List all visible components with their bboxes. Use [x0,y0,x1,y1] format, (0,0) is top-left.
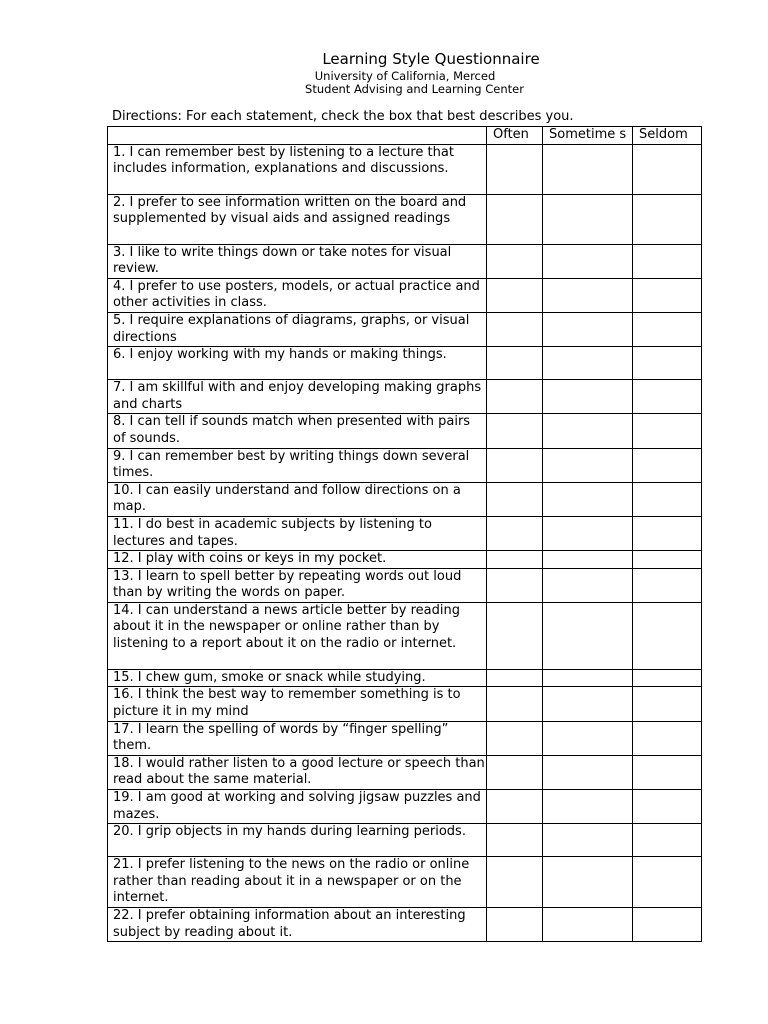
statement-row [108,568,702,602]
statement-row [108,908,702,942]
checkbox-cell-often[interactable] [487,721,543,755]
statement-text: 7. I am skillful with and enjoy developing making graphs and charts [108,380,487,414]
statement-text: 1. I can remember best by listening to a lecture that includes information, explanations and discussions. [108,144,487,194]
statement-row [108,516,702,550]
checkbox-cell-seldom[interactable] [633,414,702,448]
checkbox-cell-often[interactable] [487,908,543,942]
statement-text: 22. I prefer obtaining information about an interesting subject by reading about it. [108,908,487,942]
checkbox-cell-seldom[interactable] [633,551,702,569]
statement-row [108,380,702,414]
checkbox-cell-seldom[interactable] [633,857,702,908]
center-name: Student Advising and Learning Center [305,82,524,96]
statement-text: 2. I prefer to see information written on the board and supplemented by visual aids and assigned readings [108,194,487,244]
checkbox-cell-seldom[interactable] [633,687,702,721]
statement-text: 17. I learn the spelling of words by “finger spelling” them. [108,721,487,755]
questionnaire-title: Learning Style Questionnaire [322,50,540,68]
statement-row [108,669,702,687]
statement-row [108,824,702,857]
statement-row [108,244,702,278]
checkbox-cell-seldom[interactable] [633,602,702,669]
checkbox-cell-sometimes[interactable] [543,721,633,755]
statement-row [108,312,702,346]
statement-row [108,721,702,755]
checkbox-cell-seldom[interactable] [633,278,702,312]
checkbox-cell-sometimes[interactable] [543,448,633,482]
checkbox-cell-sometimes[interactable] [543,790,633,824]
column-header-often: Often [487,127,543,145]
statement-row [108,194,702,244]
statement-text: 15. I chew gum, smoke or snack while studying. [108,669,487,687]
statement-text: 12. I play with coins or keys in my pocket. [108,551,487,569]
checkbox-cell-seldom[interactable] [633,669,702,687]
statement-text: 11. I do best in academic subjects by listening to lectures and tapes. [108,516,487,550]
checkbox-cell-often[interactable] [487,551,543,569]
statement-row [108,790,702,824]
checkbox-cell-often[interactable] [487,380,543,414]
statement-row [108,414,702,448]
checkbox-cell-sometimes[interactable] [543,602,633,669]
checkbox-cell-often[interactable] [487,278,543,312]
checkbox-cell-sometimes[interactable] [543,824,633,857]
checkbox-cell-seldom[interactable] [633,755,702,789]
column-header-seldom: Seldom [633,127,702,145]
questionnaire-table [107,126,702,942]
checkbox-cell-seldom[interactable] [633,482,702,516]
statement-text: 14. I can understand a news article better by reading about it in the newspaper or online rather than by listening to a report about it on the radio or internet. [108,602,487,669]
checkbox-cell-sometimes[interactable] [543,857,633,908]
checkbox-cell-sometimes[interactable] [543,312,633,346]
checkbox-cell-sometimes[interactable] [543,908,633,942]
checkbox-cell-often[interactable] [487,448,543,482]
checkbox-cell-often[interactable] [487,244,543,278]
checkbox-cell-often[interactable] [487,482,543,516]
checkbox-cell-seldom[interactable] [633,347,702,380]
checkbox-cell-often[interactable] [487,144,543,194]
checkbox-cell-sometimes[interactable] [543,516,633,550]
column-header-sometimes: Sometime s [543,127,633,145]
statement-row [108,602,702,669]
checkbox-cell-seldom[interactable] [633,144,702,194]
checkbox-cell-seldom[interactable] [633,516,702,550]
checkbox-cell-often[interactable] [487,669,543,687]
statement-text: 6. I enjoy working with my hands or making things. [108,347,487,380]
statement-text: 10. I can easily understand and follow directions on a map. [108,482,487,516]
checkbox-cell-sometimes[interactable] [543,244,633,278]
checkbox-cell-sometimes[interactable] [543,278,633,312]
checkbox-cell-sometimes[interactable] [543,568,633,602]
checkbox-cell-seldom[interactable] [633,194,702,244]
statement-row [108,347,702,380]
statement-text: 9. I can remember best by writing things down several times. [108,448,487,482]
checkbox-cell-often[interactable] [487,824,543,857]
checkbox-cell-seldom[interactable] [633,790,702,824]
checkbox-cell-often[interactable] [487,516,543,550]
statement-text: 4. I prefer to use posters, models, or actual practice and other activities in class. [108,278,487,312]
checkbox-cell-seldom[interactable] [633,380,702,414]
statement-row [108,448,702,482]
checkbox-cell-often[interactable] [487,347,543,380]
checkbox-cell-often[interactable] [487,194,543,244]
statement-text: 20. I grip objects in my hands during learning periods. [108,824,487,857]
checkbox-cell-seldom[interactable] [633,568,702,602]
statement-text: 18. I would rather listen to a good lecture or speech than read about the same material. [108,755,487,789]
statement-text: 16. I think the best way to remember something is to picture it in my mind [108,687,487,721]
checkbox-cell-seldom[interactable] [633,908,702,942]
statement-text: 21. I prefer listening to the news on the radio or online rather than reading about it in a newspaper or on the internet. [108,857,487,908]
checkbox-cell-sometimes[interactable] [543,380,633,414]
institution-name: University of California, Merced [314,69,496,83]
checkbox-cell-sometimes[interactable] [543,414,633,448]
checkbox-cell-seldom[interactable] [633,244,702,278]
statement-row [108,144,702,194]
statement-row [108,482,702,516]
checkbox-cell-sometimes[interactable] [543,347,633,380]
checkbox-cell-often[interactable] [487,414,543,448]
statement-row [108,755,702,789]
checkbox-cell-sometimes[interactable] [543,755,633,789]
checkbox-cell-sometimes[interactable] [543,669,633,687]
checkbox-cell-sometimes[interactable] [543,482,633,516]
header-row [108,127,702,145]
checkbox-cell-sometimes[interactable] [543,194,633,244]
checkbox-cell-often[interactable] [487,312,543,346]
checkbox-cell-seldom[interactable] [633,721,702,755]
checkbox-cell-often[interactable] [487,755,543,789]
statement-text: 8. I can tell if sounds match when presented with pairs of sounds. [108,414,487,448]
statement-row [108,687,702,721]
checkbox-cell-often[interactable] [487,568,543,602]
checkbox-cell-seldom[interactable] [633,312,702,346]
checkbox-cell-sometimes[interactable] [543,551,633,569]
checkbox-cell-often[interactable] [487,857,543,908]
statement-text: 3. I like to write things down or take notes for visual review. [108,244,487,278]
statement-row [108,857,702,908]
statement-text: 5. I require explanations of diagrams, graphs, or visual directions [108,312,487,346]
statement-row [108,278,702,312]
checkbox-cell-sometimes[interactable] [543,687,633,721]
header-blank-cell [108,127,487,145]
statement-text: 13. I learn to spell better by repeating words out loud than by writing the words on paper. [108,568,487,602]
directions-text: Directions: For each statement, check the box that best describes you. [112,109,574,124]
checkbox-cell-seldom[interactable] [633,448,702,482]
checkbox-cell-often[interactable] [487,790,543,824]
statement-row [108,551,702,569]
checkbox-cell-seldom[interactable] [633,824,702,857]
checkbox-cell-sometimes[interactable] [543,144,633,194]
checkbox-cell-often[interactable] [487,602,543,669]
statement-text: 19. I am good at working and solving jigsaw puzzles and mazes. [108,790,487,824]
checkbox-cell-often[interactable] [487,687,543,721]
